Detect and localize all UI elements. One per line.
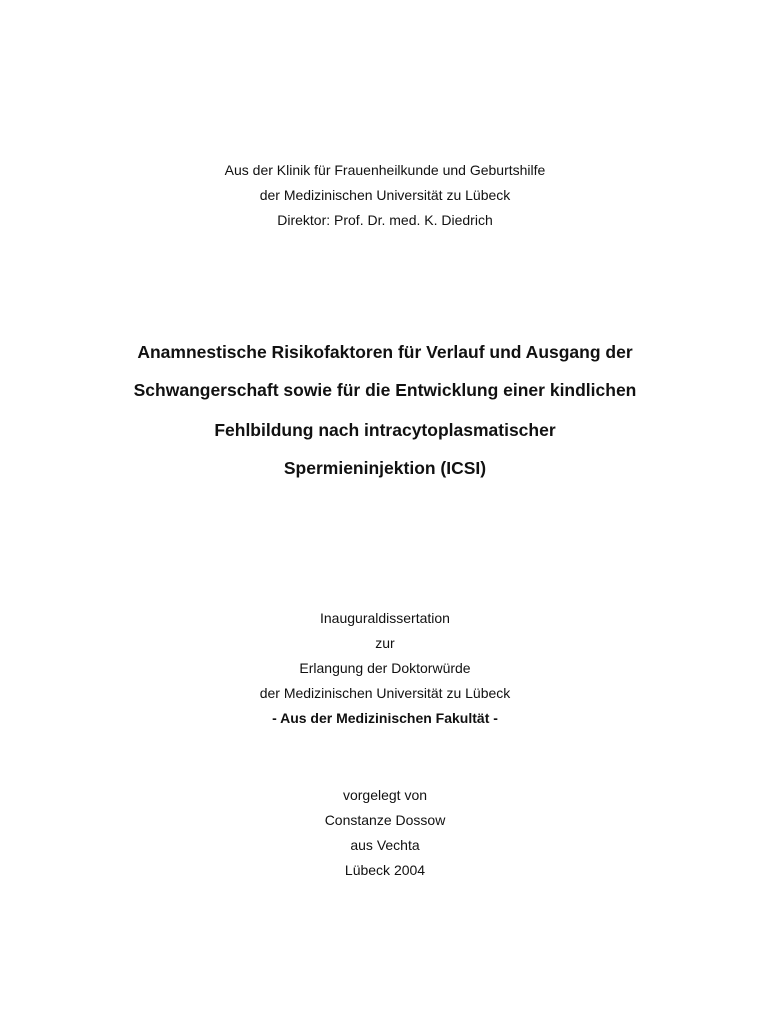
title-line-1: Anamnestische Risikofaktoren für Verlauf und Ausgang der bbox=[137, 342, 633, 362]
dissertation-purpose: Erlangung der Doktorwürde bbox=[299, 660, 471, 676]
dissertation-type: Inauguraldissertation bbox=[320, 610, 450, 626]
clinic-line: Aus der Klinik für Frauenheilkunde und Geburtshilfe bbox=[224, 162, 546, 178]
author-name: Constanze Dossow bbox=[324, 812, 446, 828]
place-year: Lübeck 2004 bbox=[344, 862, 426, 878]
title-line-4: Spermieninjektion (ICSI) bbox=[283, 458, 487, 478]
director-line: Direktor: Prof. Dr. med. K. Diedrich bbox=[277, 212, 493, 228]
dissertation-faculty: - Aus der Medizinischen Fakultät - bbox=[272, 710, 498, 726]
dissertation-zur: zur bbox=[375, 635, 395, 651]
presented-by: vorgelegt von bbox=[342, 787, 428, 803]
dissertation-university: der Medizinischen Universität zu Lübeck bbox=[259, 685, 511, 701]
author-origin: aus Vechta bbox=[350, 837, 420, 853]
university-line: der Medizinischen Universität zu Lübeck bbox=[259, 187, 511, 203]
title-line-2: Schwangerschaft sowie für die Entwicklung einer kindlichen bbox=[133, 380, 637, 400]
title-line-3: Fehlbildung nach intracytoplasmatischer bbox=[214, 420, 556, 440]
